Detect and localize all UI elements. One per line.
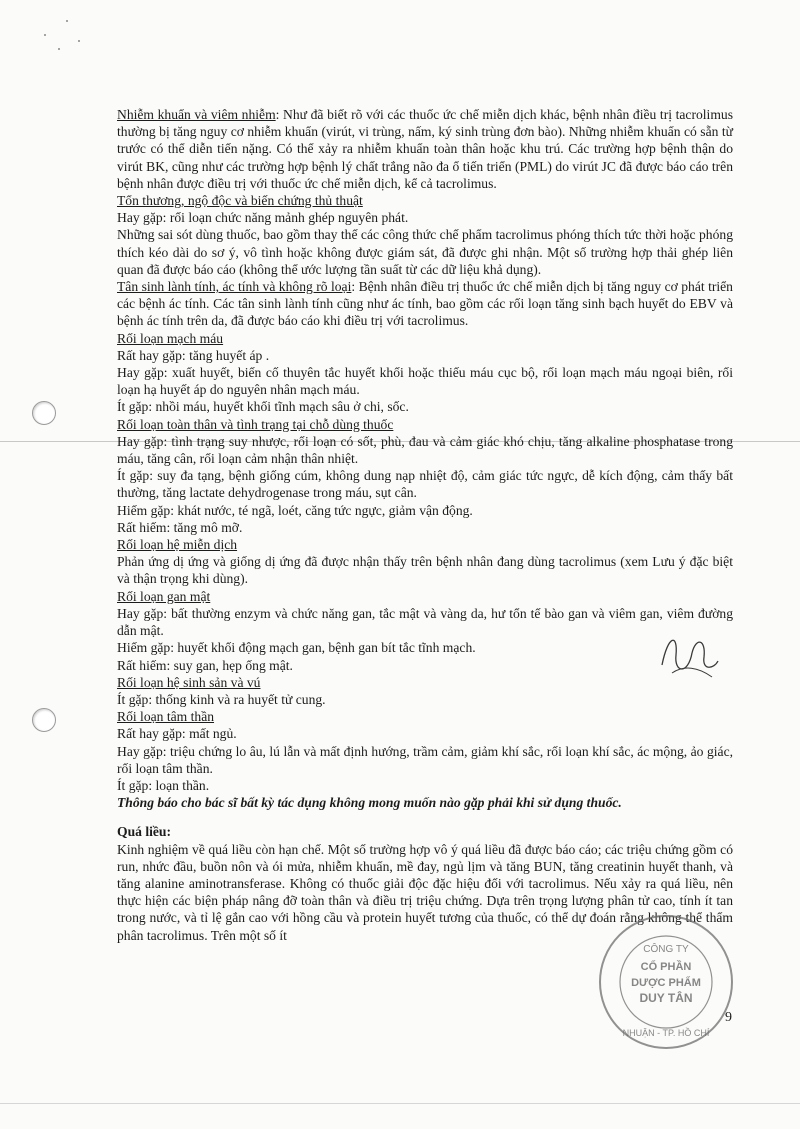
punch-hole: [32, 708, 56, 732]
stamp-text: NHUẬN - TP. HỒ CHÍ: [622, 1028, 710, 1038]
paragraph-text: Hiếm gặp: huyết khối động mạch gan, bệnh gan bít tắc tĩnh mạch.: [117, 640, 476, 656]
section-heading: Rối loạn toàn thân và tình trạng tại chỗ dùng thuốc: [117, 416, 394, 432]
speck: [78, 40, 80, 42]
paragraph-text: : Như đã biết rõ với các thuốc ức chế miễn dịch khác, bệnh nhân điều trị tacrolimus thường bị tăng nguy cơ nhiễm khuẩn (virút, vi trùng, nấm, ký sinh trùng đơn bào). Những nhiễm khuẩn có sẵn từ trước có thể diễn tiến nặng. Có thể xảy ra nhiễm khuẩn toàn thân hoặc khu trú. Các trường hợp bệnh thận do virút BK, cũng như các trường hợp bệnh lý chất trắng não đa ổ tiến triển (PML) do virút JC đã được báo cáo trên bệnh nhân được điều trị với thuốc ức chế miễn dịch, kể cả tacrolimus.: [117, 107, 733, 191]
paragraph: [117, 725, 733, 742]
paragraph: [117, 639, 733, 656]
paragraph-text: Hay gặp: xuất huyết, biến cố thuyên tắc huyết khối hoặc thiếu máu cục bộ, rối loạn mạch máu ngoại biên, rối loạn hạ huyết áp do nguyên nhân mạch máu.: [117, 365, 733, 398]
section-heading: Rối loạn mạch máu: [117, 330, 224, 346]
paragraph: [117, 708, 733, 725]
paragraph: [117, 364, 733, 398]
signature-mark: [654, 625, 724, 685]
paragraph-text: Hay gặp: bất thường enzym và chức năng gan, tắc mật và vàng da, hư tổn tế bào gan và viêm gan, viêm đường dẫn mật.: [117, 605, 733, 639]
paragraph-text: Rất hiếm: tăng mô mỡ.: [117, 519, 243, 535]
section-heading: Rối loạn tâm thần: [117, 709, 215, 725]
stamp-text: CỔ PHẦN: [640, 961, 692, 973]
stamp-text: CÔNG TY: [643, 944, 689, 955]
paragraph: [117, 502, 733, 519]
paragraph: [117, 605, 733, 639]
paragraph: [117, 777, 733, 794]
section-heading: Rối loạn gan mật: [117, 588, 211, 604]
speck: [66, 20, 68, 22]
bottom-edge-line: [0, 1103, 800, 1104]
paragraph-text: Ít gặp: nhồi máu, huyết khối tĩnh mạch sâu ở chi, sốc.: [117, 399, 409, 415]
speck: [44, 34, 46, 36]
paragraph: [117, 536, 733, 553]
page-number: 9: [725, 1010, 732, 1025]
paragraph: [117, 330, 733, 347]
paragraph-text: Rất hay gặp: tăng huyết áp .: [117, 347, 270, 363]
paragraph: [117, 106, 733, 192]
paragraph-text: Hay gặp: tình trạng suy nhược, rối loạn có sốt, phù, đau và cảm giác khó chịu, tăng alkaline phosphatase trong máu, tăng cân, rối loạn cảm nhận thân nhiệt.: [117, 433, 733, 467]
paragraph: [117, 743, 733, 777]
body-text: [117, 106, 733, 944]
punch-hole: [32, 401, 56, 425]
paragraph: [117, 691, 733, 708]
paragraph: [117, 226, 733, 278]
paragraph-text: Hay gặp: triệu chứng lo âu, lú lẫn và mất định hướng, trầm cảm, giảm khí sắc, rối loạn khí sắc, ác mộng, ảo giác, rối loạn tâm thần.: [117, 743, 733, 776]
paragraph: [117, 278, 733, 330]
paragraph: [117, 192, 733, 209]
paragraph-text: Ít gặp: loạn thần.: [117, 777, 210, 793]
speck: [58, 48, 60, 50]
section-heading: Rối loạn hệ miễn dịch: [117, 537, 238, 553]
paragraph: [117, 519, 733, 536]
paragraph: [117, 553, 733, 587]
spacer: [117, 811, 733, 823]
paragraph-text: Hay gặp: rối loạn chức năng mảnh ghép nguyên phát.: [117, 210, 409, 226]
paragraph-text: : Bệnh nhân điều trị thuốc ức chế miễn dịch bị tăng nguy cơ phát triển các bệnh ác tính. Các tân sinh lành tính cũng như ác tính, bao gồm các rối loạn tăng sinh bạch huyết do EBV và bệnh ác tính trên da, đã được báo cáo khi điều trị với tacrolimus.: [117, 279, 733, 329]
paragraph-text: Những sai sót dùng thuốc, bao gồm thay thế các công thức chế phẩm tacrolimus phóng thích tức thời hoặc phóng thích kéo dài do sơ ý, vô tình hoặc không được giám sát, đã được ghi nhận. Một số trường hợp thải ghép liên quan đã được báo cáo (không thể ước lượng tần suất từ các dữ liệu khả dụng).: [117, 227, 733, 277]
overdose-text: Kinh nghiệm về quá liều còn hạn chế. Một số trường hợp vô ý quá liều đã được báo cáo; các triệu chứng gồm có run, nhức đầu, buồn nôn và ói mửa, nhiễm khuẩn, mề đay, ngủ lịm và tăng BUN, tăng creatinin huyết thanh, và tăng alanine aminotransferase. Không có thuốc giải độc đặc hiệu đối với tacrolimus. Nếu xảy ra quá liều, nên thực hiện các biện pháp nâng đỡ toàn thân và điều trị triệu chứng. Dựa trên trọng lượng phân tử cao, tính ít tan trong nước, và tỉ lệ gắn cao với hồng cầu và protein huyết tương của thuốc, có thể dự đoán rằng không thể thẩm phân tacrolimus. Trên một số ít: [117, 841, 733, 943]
section-heading: Rối loạn hệ sinh sản và vú: [117, 674, 261, 690]
paragraph-text: Ít gặp: thống kinh và ra huyết tử cung.: [117, 691, 326, 707]
overdose-title: Quá liều:: [117, 824, 172, 840]
paragraph-text: Rất hiếm: suy gan, hẹp ống mật.: [117, 657, 293, 673]
section-heading: Tân sinh lành tính, ác tính và không rõ loại: [117, 279, 352, 295]
paragraph: [117, 433, 733, 467]
paragraph: [117, 347, 733, 364]
paragraph-text: Rất hay gặp: mất ngủ.: [117, 726, 237, 742]
stamp-text: DƯỢC PHẨM: [631, 977, 701, 989]
company-stamp: [596, 912, 736, 1052]
paragraph: [117, 588, 733, 605]
paragraph-text: Ít gặp: suy đa tạng, bệnh giống cúm, không dung nạp nhiệt độ, cảm giác tức ngực, dễ kích động, cảm thấy bất thường, tăng lactate dehydrogenase trong máu, sụt cân.: [117, 468, 733, 501]
section-heading: Tổn thương, ngộ độc và biến chứng thủ thuật: [117, 193, 363, 209]
paragraph: [117, 416, 733, 433]
notice-text: Thông báo cho bác sĩ bất kỳ tác dụng không mong muốn nào gặp phải khi sử dụng thuốc.: [117, 795, 622, 811]
paragraph: [117, 398, 733, 415]
paragraph: [117, 674, 733, 691]
paragraph-text: Hiếm gặp: khát nước, té ngã, loét, căng tức ngực, giảm vận động.: [117, 502, 473, 518]
stamp-text: DUY TÂN: [639, 991, 693, 1005]
paragraph: [117, 467, 733, 501]
paragraph: [117, 209, 733, 226]
paragraph-text: Phản ứng dị ứng và giống dị ứng đã được nhận thấy trên bệnh nhân đang dùng tacrolimus (xem Lưu ý đặc biệt và thận trọng khi dùng).: [117, 554, 733, 587]
paragraph: [117, 657, 733, 674]
section-heading: Nhiễm khuẩn và viêm nhiễm: [117, 107, 276, 122]
